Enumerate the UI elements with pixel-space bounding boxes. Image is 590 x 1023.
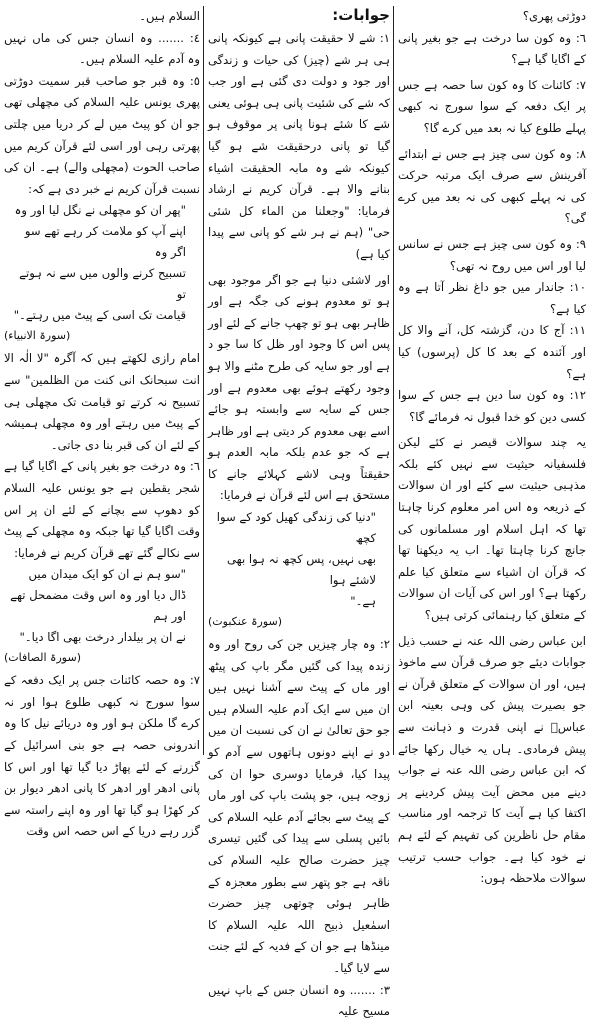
quran-verse-line: "دنیا کی زندگی کھیل کود کے سوا کچھ bbox=[216, 510, 376, 546]
surah-reference: (سورۃ الصافات) bbox=[4, 651, 81, 665]
question-12: ١٢: وہ کون سا دین ہے جس کے سوا کسی دین کو خدا قبول نہ فرمائے گا؟ bbox=[398, 388, 586, 424]
quran-verse-line: اپنے آپ کو ملامت کر رہے تھے سو اگر وہ bbox=[24, 224, 186, 260]
quran-verse-line: "پھر ان کو مچھلی نے نگل لیا اور وہ bbox=[14, 203, 186, 218]
quran-verse-line: قیامت تک اسی کے پیٹ میں رہتے۔" bbox=[13, 308, 186, 323]
quran-verse-line: ہے۔" bbox=[350, 594, 376, 609]
answer-1-continued: اور لاشئی دنیا ہے جو اگر موجود بھی ہو تو معدوم ہونے کی جگہ ہے اور ظاہر بھی ہو تو چھپ جانے کے لئے اور پس اس کا وجود اور ظل کا سا جو د ہے اور جو سایہ کی طرح مٹنے والا ہو وجود رکھتے ہوئے بھی معدوم ہے اور جس کے سایہ سے وابستہ ہو جائے اسے بھی معدوم کر دیتی ہے اور ظاہر ہے کہ جو عدم بلکہ مابہ العدم ہو حقیقتاً وہی لاشے کہلائے جانے کا مستحق ہے اس لئے قرآن نے فرمایا: bbox=[208, 272, 390, 503]
answer-1: ١: شے لا حقیقت پانی ہے کیونکہ پانی ہی ہر شے (چیز) کی حیات و زندگی اور جود و دولت دی گئی ہے اور جب کہ شے کی شئیت پانی ہی ہوئی یعنی شے کا شئے ہونا پانی پر موقوف ہو گیا تو پانی درحقیقت شے ہو گیا کیونکہ شے وہ مابہ الحقیقت اشیاء بنانے والا ہے۔ قرآن کریم نے ارشاد فرمایا: "وجعلنا من الماء کل شئی حی" (ہم نے ہر شے کو پانی سے پیدا کیا ہے) bbox=[208, 31, 390, 261]
answer-4: ٤: ....... وہ انسان جس کی ماں نہیں وہ آدم علیہ السلام ہیں۔ bbox=[4, 30, 200, 67]
question-6: ٦: وہ کون سا درخت ہے جو بغیر پانی کے اگایا گیا ہے؟ bbox=[398, 30, 586, 67]
commentary-paragraph: یہ چند سوالات قیصر نے کئے لیکن فلسفیانہ حیثیت سے نہیں کئے بلکہ مذہبی حیثیت سے کئے اور ان سوالات کے ذریعہ وہ اس امر معلوم کرنا چاہتا تھا کہ اہل اسلام اور مسلمانوں کی جانچ کرنا چاہتا تھا۔ اب یہ دیکھنا تھا کہ قرآن ان اشیاء سے متعلق کیا علم رکھتا ہے؟ اور اس کی آیات ان سوالات کے متعلق کیا رہنمائی کرتی ہیں؟ bbox=[398, 435, 586, 623]
left-column bbox=[0, 0, 204, 839]
answer-6: ٦: وہ درخت جو بغیر پانی کے اگایا گیا ہے شجر یقطین ہے جو یونس علیہ السلام کو دھوپ سے بچانے کے لئے ان پر اس وقت اگایا گیا تھا جبکہ وہ مچھلی کے پیٹ سے نکالے گئے تھے قرآن کریم نے فرمایا: bbox=[4, 459, 200, 560]
right-column bbox=[394, 0, 590, 886]
question-9: ٩: وہ کون سی چیز ہے جس نے سانس لیا اور اس میں روح نہ تھی؟ bbox=[398, 236, 586, 273]
middle-column bbox=[204, 0, 394, 1019]
quran-verse-line: "سو ہم نے ان کو ایک میدان میں bbox=[28, 567, 186, 582]
answer-7: ٧: وہ حصہ کائنات جس پر ایک دفعہ کے سوا سورج نہ کبھی طلوع ہوا اور نہ کرے گا ملکن ہو اور وہ دریائے نیل کا وہ اندرونی حصہ ہے جو بنی اسرائیل کے گزرنے کے لئے پھاڑ دیا گیا تھا اور اس کا پانی ادھر اور ادھر کا پانی ادھر دیوار بن کر کھڑا ہو گیا تھا اور وہ اپنے راستہ سے گزر رہے دریا کے اس حصہ اس وقت bbox=[4, 673, 200, 839]
question-8: ٨: وہ کون سی چیز ہے جس نے ابتدائے آفرینش سے صرف ایک مرتبہ حرکت کی نہ پہلے کبھی کی نہ بعد میں کرے گی؟ bbox=[398, 146, 586, 226]
answer-3-continued: السلام ہیں۔ bbox=[139, 9, 200, 23]
quran-verse-line: تسبیح کرنے والوں میں سے نہ ہوتے تو bbox=[19, 266, 186, 302]
quran-verse-line: نے ان پر بیلدار درخت بھی اگا دیا۔" bbox=[19, 630, 186, 645]
answer-5: ٥: وہ قبر جو صاحب قبر سمیت دوڑتی پھری یونس علیہ السلام کی مچھلی تھی جو ان کو پیٹ میں لے کر دریا میں چلتی پھرتی رہی اور اسی لئے قرآن کریم میں صاحب الحوت (مچھلی والے) ہے۔ ان کی نسبت قرآن کریم نے خبر دی ہے کہ: bbox=[4, 73, 200, 196]
quran-verse-line: ڈال دیا اور وہ اس وقت مضمحل تھے اور ہم bbox=[10, 588, 186, 624]
surah-reference: (سورۃ عنکبوت) bbox=[208, 615, 283, 629]
question-text: دوڑتی پھری؟ bbox=[522, 9, 586, 23]
quran-verse-line: بھی نہیں، پس کچھ نہ ہوا بھی لاشئے ہوا bbox=[226, 552, 376, 588]
answers-heading: جوابات: bbox=[332, 6, 390, 24]
surah-reference: (سورۃ الانبیاء) bbox=[4, 329, 71, 343]
question-11: ١١: آج کا دن، گزشتہ کل، آنے والا کل اور آئندہ کے بعد کا کل (پرسوں) کیا ہے؟ bbox=[398, 323, 586, 381]
answer-2: ٢: وہ چار چیزیں جن کی روح اور وہ زندہ پیدا کی گئیں مگر باپ کی پیٹھ اور ماں کے پیٹ سے آشنا نہیں ہیں ان میں سے ایک آدم علیہ السلام ہیں جو حق تعالیٰ نے ان کی نسبت ان میں دو نے اپنے دونوں ہاتھوں سے آدم کو پیدا کیا، فرمایا دوسری حوا ان کی زوجہ ہیں، جو پشت باپ کی اور ماں کے پیٹ سے بجائے آدم علیہ السلام کی بائیں پسلی سے پیدا کی گئیں تیسری چیز حضرت صالح علیہ السلام کی ناقہ ہے جو پتھر سے بطور معجزہ کے ظاہر ہوئی چوتھی چیز حضرت اسمٰعیل ذبیح اللہ علیہ السلام کا مینڈھا ہے جو ان کے فدیہ کے لئے جنت سے لایا گیا۔ bbox=[208, 637, 390, 975]
question-10: ١٠: جاندار میں جو داغ نظر آتا ہے وہ کیا ہے؟ bbox=[398, 280, 586, 316]
answer-3: ٣: ....... وہ انسان جس کے باپ نہیں مسیح علیہ bbox=[208, 982, 390, 1019]
commentary-paragraph: ابن عباس رضی اللہ عنہ نے حسب ذیل جوابات دیئے جو صرف قرآن سے ماخوذ ہیں، اور ان سوالات کے متعلق قرآن نے جو بصیرت پیش کی وہی بعینہ ابن عباسؓ نے اپنی قدرت و ذہانت سے پیش فرمادی۔ ہاں یہ خیال رکھا جائے کہ ابن عباس رضی اللہ عنہ نے جواب دینے میں محض آیت پیش کردینے پر اکتفا کیا ہے آیت کا ترجمہ اور مناسب مقام حل ناظرین کی تفہیم کے لئے ہم نے خود کیا ہے۔ جواب حسب ترتیب سوالات ملاحظہ ہوں: bbox=[398, 633, 586, 886]
imam-razi-paragraph: امام رازی لکھتے ہیں کہ آگرہ "لا الٰہ الا انت سبحانک انی کنت من الظلمین" سے تسبیح نہ کرتے تو قیامت تک مچھلی ہی کے پیٹ میں رہتے اور وہ مچھلی ہمیشہ کے لئے ان کی قبر بنا دی جاتی۔ bbox=[4, 351, 200, 452]
question-7: ٧: کائنات کا وہ کون سا حصہ ہے جس پر ایک دفعہ کے سوا سورج نہ کبھی پہلے طلوع کیا نہ بعد میں کرے گا؟ bbox=[398, 77, 586, 135]
